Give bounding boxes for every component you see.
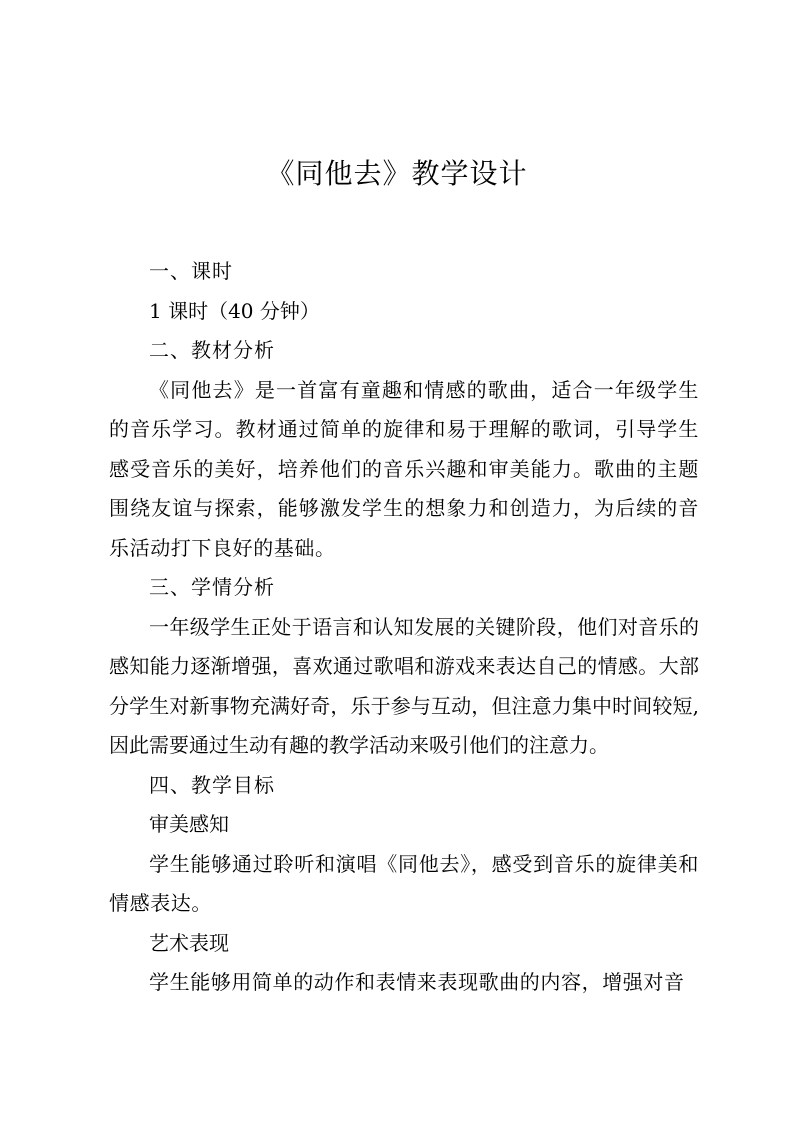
student-analysis-paragraph: 一年级学生正处于语言和认知发展的关键阶段，他们对音乐的感知能力逐渐增强，喜欢通过歌唱和游戏来表达自己的情感。大部分学生对新事物充满好奇，乐于参与互动，但注意力集中时间较短,因此需要通过生动有趣的教学活动来吸引他们的注意力。	[109, 614, 699, 757]
material-analysis-paragraph: 《同他去》是一首富有童趣和情感的歌曲，适合一年级学生的音乐学习。教材通过简单的旋律和易于理解的歌词，引导学生感受音乐的美好，培养他们的音乐兴趣和审美能力。歌曲的主题围绕友谊与探索，能够激发学生的想象力和创造力，为后续的音乐活动打下良好的基础。	[109, 377, 699, 560]
goal-aesthetic-perception-text: 学生能够通过聆听和演唱《同他去》，感受到音乐的旋律美和情感表达。	[109, 851, 699, 915]
document-body	[109, 252, 699, 1003]
section-heading-teaching-goals: 四、教学目标	[149, 772, 275, 797]
section-heading-class-hours: 一、课时	[149, 259, 233, 283]
section-heading-student-analysis: 三、学情分析	[149, 575, 275, 599]
class-hours-text: 1 课时（40 分钟）	[149, 298, 320, 323]
goal-artistic-expression-label: 艺术表现	[149, 930, 229, 955]
goal-aesthetic-perception-label: 审美感知	[149, 812, 229, 836]
section-heading-material-analysis: 二、教材分析	[149, 338, 275, 362]
page-title: 《同他去》教学设计	[266, 157, 528, 190]
goal-artistic-expression-text: 学生能够用简单的动作和表情来表现歌曲的内容，增强对音	[149, 970, 685, 994]
